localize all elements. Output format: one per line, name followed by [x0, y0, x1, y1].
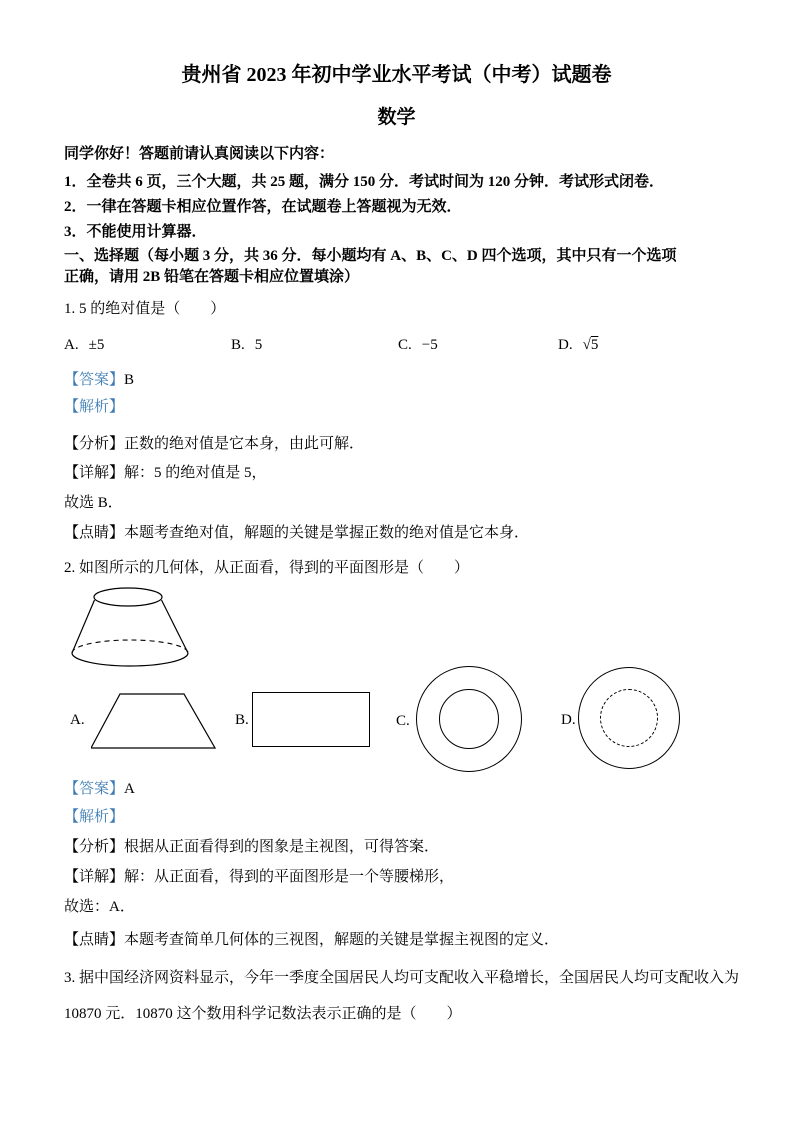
- sqrt-expression: √5: [582, 337, 599, 353]
- q1-xiangjie-line: 【详解】解：5 的绝对值是 5，: [64, 465, 267, 481]
- notice-rule-2: 2．一律在答题卡相应位置作答，在试题卷上答题视为无效．: [64, 199, 462, 215]
- question-1-stem: 1. 5 的绝对值是（ ）: [64, 301, 226, 317]
- question-2-stem: 2. 如图所示的几何体，从正面看，得到的平面图形是（ ）: [64, 560, 470, 576]
- option-a: A. ±5: [64, 337, 105, 353]
- question-2-figure-options: [64, 665, 729, 772]
- option-c: C. −5: [398, 337, 438, 353]
- question-1-options: [64, 334, 729, 356]
- dashed-inner-circle-figure: [578, 667, 680, 769]
- page-title: 贵州省 2023 年初中学业水平考试（中考）试题卷: [181, 64, 612, 86]
- subject-title: 数学: [377, 107, 416, 128]
- q1-jiexi-line: 【解析】: [64, 399, 125, 415]
- q2-answer-line: 【答案】A: [64, 781, 135, 797]
- q2-xiangjie-line: 【详解】解：从正面看，得到的平面图形是一个等腰梯形，: [64, 869, 455, 885]
- q2-fenxi-line: 【分析】根据从正面看得到的图象是主视图，可得答案．: [64, 839, 440, 855]
- figure-option-c-label: C.: [396, 713, 410, 729]
- question-3-stem-line1: 3. 据中国经济网资料显示，今年一季度全国居民人均可支配收入平稳增长，全国居民人均可支配收入为: [64, 970, 740, 986]
- q2-dianjing-line: 【点睛】本题考查简单几何体的三视图，解题的关键是掌握主视图的定义．: [64, 932, 560, 948]
- option-d: D. √5: [558, 337, 599, 353]
- notice-rule-1: 1．全卷共 6 页，三个大题，共 25 题，满分 150 分．考试时间为 120 分钟．考试形式闭卷．: [64, 174, 665, 190]
- frustum-figure: [64, 583, 729, 673]
- rectangle-figure: [252, 692, 370, 747]
- inner-solid-circle: [439, 689, 499, 749]
- notice-greeting: 同学你好！答题前请认真阅读以下内容：: [64, 146, 335, 162]
- q1-fenxi-line: 【分析】正数的绝对值是它本身，由此可解．: [64, 436, 365, 452]
- q1-dianjing-line: 【点睛】本题考查绝对值，解题的关键是掌握正数的绝对值是它本身．: [64, 525, 530, 541]
- section-header-line2: 正确，请用 2B 铅笔在答题卡相应位置填涂）: [64, 269, 360, 285]
- notice-rule-3: 3．不能使用计算器．: [64, 224, 207, 240]
- q2-choice-line: 故选：A．: [64, 899, 135, 915]
- question-3-stem-line2: 10870 元．10870 这个数用科学记数法表示正确的是（ ）: [64, 1006, 462, 1022]
- figure-option-a-label: A.: [70, 712, 85, 728]
- figure-option-b-label: B.: [235, 712, 249, 728]
- q2-jiexi-line: 【解析】: [64, 809, 125, 825]
- section-header-line1: 一、选择题（每小题 3 分，共 36 分．每小题均有 A、B、C、D 四个选项，其中只有一个选项: [64, 248, 677, 264]
- option-b: B. 5: [231, 337, 263, 353]
- trapezoid-figure: [91, 693, 216, 749]
- figure-option-d-label: D.: [561, 712, 576, 728]
- inner-dashed-circle: [600, 689, 658, 747]
- q1-answer-line: 【答案】B: [64, 372, 135, 388]
- concentric-circles-figure: [416, 666, 522, 772]
- q1-choice-line: 故选 B．: [64, 495, 123, 511]
